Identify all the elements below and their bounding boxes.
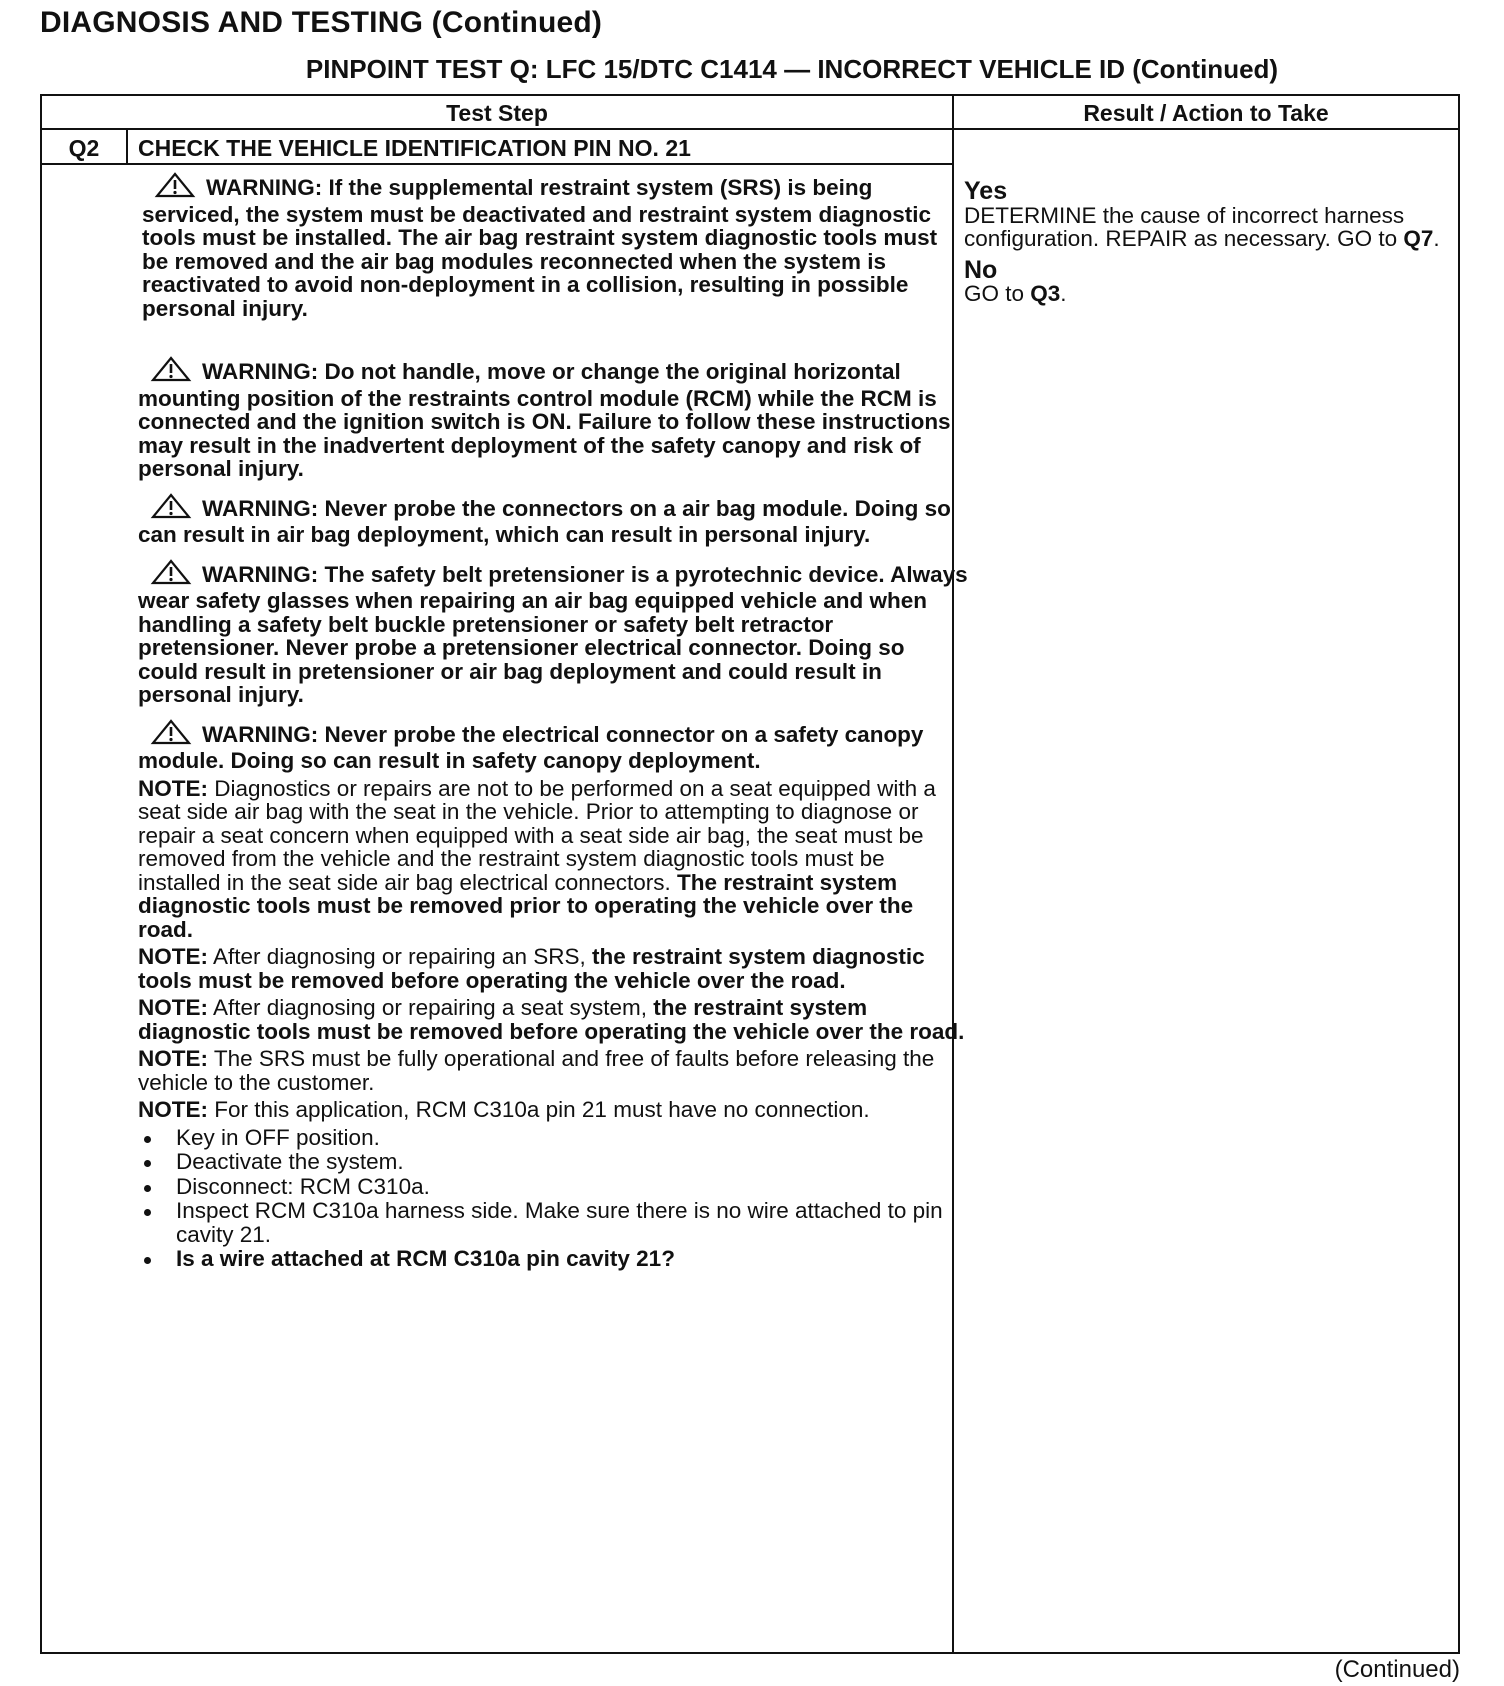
warning-triangle-icon bbox=[150, 559, 192, 590]
warning-srs: WARNING: If the supplemental restraint system (SRS) is being serviced, the system must be deactivated and restraint system diagnostic tools must be installed. The air bag restraint system diagnostic tools must be removed and the air bag modules reconnected when the system is reactivated to avoid non-deployment in a collision, resulting in possible personal injury. bbox=[142, 172, 968, 320]
warning-pretensioner: WARNING: The safety belt pretensioner is a pyrotechnic device. Always wear safety glasses when repairing an air bag equipped vehicle and when handling a safety belt buckle pretensioner or safety belt retractor pretensioner. Never probe a pretensioner electrical connector. Doing so could result in pretensioner or air bag deployment and could result in personal injury. bbox=[138, 559, 968, 707]
link-q3: Q3 bbox=[1030, 281, 1061, 306]
continued-footer: (Continued) bbox=[1334, 1656, 1460, 1683]
step-title: CHECK THE VEHICLE IDENTIFICATION PIN NO. 21 bbox=[138, 135, 691, 161]
note-after-seat-system: NOTE: After diagnosing or repairing a seat system, the restraint system diagnostic tools must be removed before operating the vehicle over the road. bbox=[138, 995, 965, 1044]
warning-rcm: WARNING: Do not handle, move or change the original horizontal mounting position of the restraints control module (RCM) while the RCM is connected and the ignition switch is ON. Failure to follow these instructions may result in the inadvertent deployment of the safety canopy and risk of personal injury. bbox=[138, 356, 968, 481]
note-seat-side-airbag: NOTE: Diagnostics or repairs are not to be performed on a seat equipped with a seat side air bag with the seat in the vehicle. Prior to attempting to diagnose or repair a seat concern when equipped with a seat side air bag, the seat must be removed from the vehicle and the restraint system diagnostic tools must be installed in the seat side air bag electrical connectors. The restraint system diagnostic tools must be removed prior to operating the vehicle over the road. bbox=[138, 775, 936, 942]
warning-triangle-icon bbox=[150, 493, 192, 524]
result-yes-label: Yes bbox=[964, 177, 1008, 205]
header-test-step: Test Step bbox=[446, 100, 548, 126]
pinpoint-test-title: PINPOINT TEST Q: LFC 15/DTC C1414 — INCORRECT VEHICLE ID (Continued) bbox=[305, 54, 1279, 84]
step-question: Is a wire attached at RCM C310a pin cavity 21? bbox=[138, 1247, 968, 1271]
warning-safety-canopy: WARNING: Never probe the electrical connector on a safety canopy module. Doing so can result in safety canopy deployment. bbox=[138, 719, 968, 773]
list-item: Disconnect: RCM C310a. bbox=[138, 1175, 968, 1199]
warning-triangle-icon bbox=[150, 719, 192, 750]
warning-airbag-connectors: WARNING: Never probe the connectors on a air bag module. Doing so can result in air bag deployment, which can result in personal injury. bbox=[138, 493, 968, 547]
warning-triangle-icon bbox=[150, 356, 192, 387]
step-id: Q2 bbox=[68, 135, 100, 161]
list-item: Deactivate the system. bbox=[138, 1150, 968, 1174]
step-body bbox=[138, 172, 968, 1272]
step-id-divider bbox=[126, 130, 128, 164]
step-actions-list bbox=[138, 1126, 968, 1271]
list-item: Key in OFF position. bbox=[138, 1126, 968, 1150]
note-after-srs: NOTE: After diagnosing or repairing an SRS, the restraint system diagnostic tools must be removed before operating the vehicle over the road. bbox=[138, 944, 925, 993]
result-yes-action: DETERMINE the cause of incorrect harness configuration. REPAIR as necessary. GO to Q7. bbox=[964, 202, 1440, 251]
warning-triangle-icon bbox=[154, 172, 196, 203]
result-no-action: GO to Q3. bbox=[964, 281, 1067, 306]
test-table bbox=[40, 94, 1460, 1654]
page-title: DIAGNOSIS AND TESTING (Continued) bbox=[40, 6, 603, 39]
note-srs-operational: NOTE: The SRS must be fully operational and free of faults before releasing the vehicle to the customer. bbox=[138, 1046, 935, 1095]
note-pin-21: NOTE: For this application, RCM C310a pin 21 must have no connection. bbox=[138, 1097, 870, 1122]
link-q7: Q7 bbox=[1403, 226, 1434, 251]
header-result: Result / Action to Take bbox=[1083, 100, 1329, 126]
result-no-label: No bbox=[964, 255, 998, 284]
result-column bbox=[964, 172, 1444, 306]
list-item: Inspect RCM C310a harness side. Make sure there is no wire attached to pin cavity 21. bbox=[138, 1199, 968, 1246]
